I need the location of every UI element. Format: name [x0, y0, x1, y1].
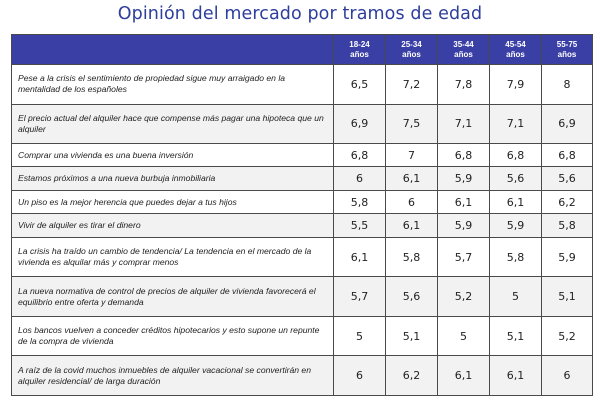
value-cell: 5,2 — [438, 277, 490, 317]
value-cell: 7 — [386, 144, 438, 167]
value-cell: 5,1 — [542, 277, 593, 317]
value-cell: 6 — [386, 190, 438, 213]
value-cell: 5,7 — [334, 277, 386, 317]
value-cell: 6,2 — [386, 356, 438, 396]
value-cell: 6,9 — [334, 104, 386, 144]
value-cell: 5,2 — [542, 316, 593, 356]
value-cell: 5,6 — [490, 167, 542, 190]
value-cell: 8 — [542, 65, 593, 105]
value-cell: 6 — [542, 356, 593, 396]
value-cell: 5,9 — [542, 237, 593, 277]
column-unit: años — [402, 49, 421, 59]
column-unit: años — [557, 49, 577, 59]
value-cell: 6,2 — [542, 190, 593, 213]
table-row — [12, 65, 593, 105]
column-unit: años — [454, 49, 473, 59]
value-cell: 5 — [334, 316, 386, 356]
value-cell: 6,8 — [334, 144, 386, 167]
value-cell: 5 — [438, 316, 490, 356]
value-cell: 6,8 — [490, 144, 542, 167]
value-cell: 5,9 — [490, 214, 542, 237]
value-cell: 6,1 — [386, 214, 438, 237]
table-row — [12, 104, 593, 144]
value-cell: 6,1 — [438, 190, 490, 213]
table-row — [12, 144, 593, 167]
value-cell: 5,8 — [490, 237, 542, 277]
table-row — [12, 237, 593, 277]
header-row — [12, 35, 593, 65]
column-header — [438, 35, 490, 65]
value-cell: 7,8 — [438, 65, 490, 105]
value-cell: 6,1 — [490, 356, 542, 396]
value-cell: 7,5 — [386, 104, 438, 144]
value-cell: 6,1 — [438, 356, 490, 396]
value-cell: 7,1 — [490, 104, 542, 144]
column-range: 25-34 — [401, 39, 422, 49]
value-cell: 5 — [490, 277, 542, 317]
statement-cell: Los bancos vuelven a conceder créditos hipotecarios y esto supone un repunte de la compra de vivienda — [12, 316, 334, 356]
value-cell: 6,9 — [542, 104, 593, 144]
table-row — [12, 356, 593, 396]
column-header — [386, 35, 438, 65]
opinion-table — [11, 34, 593, 396]
value-cell: 5,1 — [490, 316, 542, 356]
value-cell: 7,9 — [490, 65, 542, 105]
table-row — [12, 316, 593, 356]
column-range: 55-75 — [556, 39, 578, 49]
value-cell: 5,8 — [542, 214, 593, 237]
column-range: 45-54 — [505, 39, 526, 49]
statement-cell: La nueva normativa de control de precios de alquiler de vivienda favorecerá el equilibrio entre oferta y demanda — [12, 277, 334, 317]
value-cell: 6,1 — [334, 237, 386, 277]
page-title: Opinión del mercado por tramos de edad — [117, 4, 483, 24]
value-cell: 5,8 — [334, 190, 386, 213]
column-unit: años — [506, 49, 525, 59]
value-cell: 6,8 — [542, 144, 593, 167]
value-cell: 5,9 — [438, 214, 490, 237]
statement-cell: A raíz de la covid muchos inmuebles de alquiler vacacional se convertirán en alquiler residencial/ de larga duración — [12, 356, 334, 396]
value-cell: 5,6 — [386, 277, 438, 317]
statement-cell: Estamos próximos a una nueva burbuja inmobiliaria — [12, 167, 334, 190]
value-cell: 5,9 — [438, 167, 490, 190]
value-cell: 5,1 — [386, 316, 438, 356]
value-cell: 5,6 — [542, 167, 593, 190]
column-header — [490, 35, 542, 65]
column-header — [542, 35, 593, 65]
value-cell: 6 — [334, 356, 386, 396]
column-header — [334, 35, 386, 65]
table-row — [12, 167, 593, 190]
statement-cell: Un piso es la mejor herencia que puedes dejar a tus hijos — [12, 190, 334, 213]
column-unit: años — [350, 49, 369, 59]
statement-cell: Pese a la crisis el sentimiento de propiedad sigue muy arraigado en la mentalidad de los españoles — [12, 65, 334, 105]
value-cell: 5,5 — [334, 214, 386, 237]
table-row — [12, 277, 593, 317]
header-blank-cell — [12, 35, 334, 65]
value-cell: 6,1 — [490, 190, 542, 213]
statement-cell: Vivir de alquiler es tirar el dinero — [12, 214, 334, 237]
value-cell: 7,2 — [386, 65, 438, 105]
statement-cell: Comprar una vivienda es una buena inversión — [12, 144, 334, 167]
value-cell: 5,7 — [438, 237, 490, 277]
value-cell: 6 — [334, 167, 386, 190]
table-row — [12, 214, 593, 237]
statement-cell: La crisis ha traído un cambio de tendencia/ La tendencia en el mercado de la vivienda es alquilar más y comprar menos — [12, 237, 334, 277]
value-cell: 6,5 — [334, 65, 386, 105]
value-cell: 7,1 — [438, 104, 490, 144]
value-cell: 6,1 — [386, 167, 438, 190]
statement-cell: El precio actual del alquiler hace que compense más pagar una hipoteca que un alquiler — [12, 104, 334, 144]
value-cell: 6,8 — [438, 144, 490, 167]
value-cell: 5,8 — [386, 237, 438, 277]
table-row — [12, 190, 593, 213]
column-range: 35-44 — [453, 39, 474, 49]
column-range: 18-24 — [349, 39, 370, 49]
